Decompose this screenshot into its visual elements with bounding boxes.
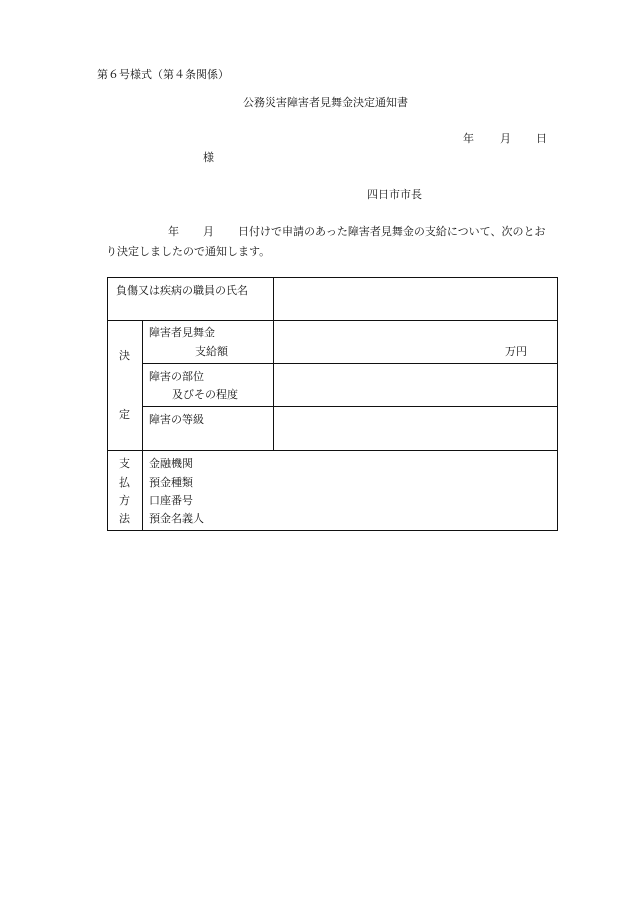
payment-item-account-holder: 預金名義人 [149, 512, 204, 525]
table-divider-name-value [273, 277, 274, 321]
document-title: 公務災害障害者見舞金決定通知書 [243, 96, 408, 109]
table-divider-amount-part [142, 363, 558, 364]
body-line1-text: 日付けで申請のあった障害者見舞金の支給について、次のとお [238, 225, 546, 238]
body-line-1 [168, 226, 545, 237]
table-divider-decision-value [273, 320, 274, 451]
payment-label-char-1: 支 [119, 457, 130, 470]
decision-label-char-1: 決 [119, 349, 130, 362]
body-year-label: 年 [168, 225, 179, 238]
table-divider-row1 [107, 320, 558, 321]
table-divider-section-label [142, 320, 143, 531]
payment-label-char-4: 法 [119, 512, 130, 525]
decision-form-table [107, 277, 558, 531]
date-line [463, 133, 547, 144]
date-day-label: 日 [536, 132, 547, 145]
table-border-top [107, 277, 558, 278]
payment-label-char-3: 方 [119, 494, 130, 507]
payment-item-bank: 金融機関 [149, 457, 193, 470]
body-month-label: 月 [203, 225, 214, 238]
grade-label: 障害の等級 [149, 413, 204, 426]
table-border-bottom [107, 530, 558, 531]
payment-item-account-number: 口座番号 [149, 494, 193, 507]
decision-label-char-2: 定 [119, 408, 130, 421]
date-year-label: 年 [463, 132, 474, 145]
amount-label-line1: 障害者見舞金 [149, 326, 215, 339]
payment-label-char-2: 払 [119, 476, 130, 489]
amount-label-line2: 支給額 [195, 345, 228, 358]
table-border-left [107, 277, 108, 531]
table-divider-decision-payment [107, 450, 558, 451]
table-border-right [557, 277, 558, 531]
table-divider-part-grade [142, 406, 558, 407]
employee-name-label: 負傷又は疾病の職員の氏名 [116, 284, 248, 297]
part-label-line1: 障害の部位 [149, 370, 204, 383]
part-label-line2: 及びその程度 [172, 388, 238, 401]
form-number: 第６号様式（第４条関係） [97, 68, 229, 81]
date-month-label: 月 [500, 132, 511, 145]
payment-item-deposit-type: 預金種類 [149, 476, 193, 489]
addressee-suffix: 様 [203, 151, 214, 164]
body-line-2: り決定しましたので通知します。 [106, 245, 271, 258]
amount-unit: 万円 [505, 345, 527, 358]
sender-name: 四日市市長 [367, 188, 422, 201]
